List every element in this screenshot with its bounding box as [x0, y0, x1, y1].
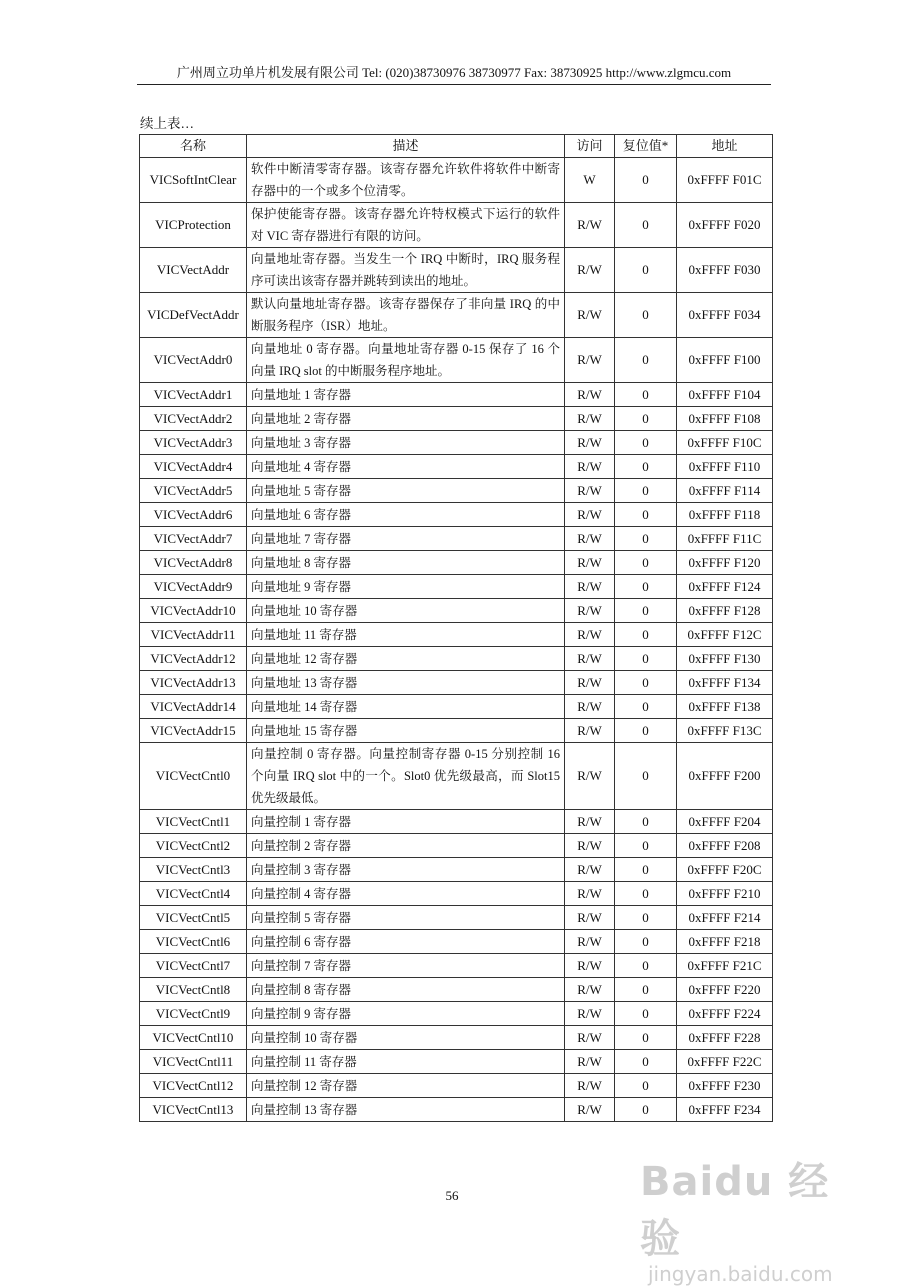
register-address: 0xFFFF F12C: [677, 623, 773, 647]
register-name: VICVectAddr5: [140, 479, 247, 503]
register-address: 0xFFFF F22C: [677, 1050, 773, 1074]
table-row: [140, 383, 773, 407]
register-reset-value: 0: [615, 575, 677, 599]
register-access: R/W: [565, 1074, 615, 1098]
table-row: [140, 978, 773, 1002]
register-description: 向量地址 2 寄存器: [247, 407, 565, 431]
register-access: R/W: [565, 431, 615, 455]
table-body: [140, 158, 773, 1122]
register-name: VICVectCntl5: [140, 906, 247, 930]
register-description: 向量地址 7 寄存器: [247, 527, 565, 551]
register-access: R/W: [565, 695, 615, 719]
register-address: 0xFFFF F218: [677, 930, 773, 954]
register-description: 向量地址寄存器。当发生一个 IRQ 中断时，IRQ 服务程序可读出该寄存器并跳转到读出的地址。: [247, 248, 565, 293]
register-name: VICVectCntl2: [140, 834, 247, 858]
register-name: VICVectAddr12: [140, 647, 247, 671]
register-reset-value: 0: [615, 455, 677, 479]
register-name: VICProtection: [140, 203, 247, 248]
register-description: 向量控制 10 寄存器: [247, 1026, 565, 1050]
register-address: 0xFFFF F034: [677, 293, 773, 338]
register-description: 向量控制 8 寄存器: [247, 978, 565, 1002]
table-row: [140, 575, 773, 599]
table-row: [140, 1098, 773, 1122]
register-name: VICVectCntl6: [140, 930, 247, 954]
register-access: R/W: [565, 647, 615, 671]
register-reset-value: 0: [615, 882, 677, 906]
register-access: R/W: [565, 1098, 615, 1122]
register-name: VICVectAddr1: [140, 383, 247, 407]
table-row: [140, 1050, 773, 1074]
register-name: VICVectAddr4: [140, 455, 247, 479]
register-access: R/W: [565, 203, 615, 248]
register-access: R/W: [565, 671, 615, 695]
table-row: [140, 407, 773, 431]
register-description: 向量控制 11 寄存器: [247, 1050, 565, 1074]
register-access: R/W: [565, 479, 615, 503]
continued-label: 续上表…: [140, 116, 194, 131]
table-row: [140, 599, 773, 623]
register-address: 0xFFFF F20C: [677, 858, 773, 882]
page-header: 广州周立功单片机发展有限公司 Tel: (020)38730976 38730977 Fax: 38730925 http://www.zlgmcu.com: [137, 62, 771, 85]
register-address: 0xFFFF F11C: [677, 527, 773, 551]
register-description: 向量地址 13 寄存器: [247, 671, 565, 695]
register-access: R/W: [565, 338, 615, 383]
register-name: VICVectCntl13: [140, 1098, 247, 1122]
register-description: 向量地址 4 寄存器: [247, 455, 565, 479]
register-address: 0xFFFF F228: [677, 1026, 773, 1050]
register-description: 向量地址 1 寄存器: [247, 383, 565, 407]
register-reset-value: 0: [615, 338, 677, 383]
register-access: R/W: [565, 599, 615, 623]
register-reset-value: 0: [615, 978, 677, 1002]
register-description: 向量控制 12 寄存器: [247, 1074, 565, 1098]
register-access: R/W: [565, 407, 615, 431]
register-name: VICVectCntl1: [140, 810, 247, 834]
watermark-url: jingyan.baidu.com: [648, 1262, 833, 1286]
register-address: 0xFFFF F118: [677, 503, 773, 527]
register-reset-value: 0: [615, 383, 677, 407]
register-name: VICVectAddr13: [140, 671, 247, 695]
register-address: 0xFFFF F224: [677, 1002, 773, 1026]
register-address: 0xFFFF F124: [677, 575, 773, 599]
table-row: [140, 431, 773, 455]
column-header-reset: 复位值*: [615, 135, 677, 158]
register-address: 0xFFFF F208: [677, 834, 773, 858]
table-row: [140, 647, 773, 671]
register-address: 0xFFFF F210: [677, 882, 773, 906]
column-header-access: 访问: [565, 135, 615, 158]
register-reset-value: 0: [615, 1026, 677, 1050]
register-description: 向量地址 3 寄存器: [247, 431, 565, 455]
table-row: [140, 671, 773, 695]
register-description: 向量地址 15 寄存器: [247, 719, 565, 743]
register-access: R/W: [565, 810, 615, 834]
register-name: VICVectAddr: [140, 248, 247, 293]
table-row: [140, 293, 773, 338]
register-access: R/W: [565, 930, 615, 954]
register-address: 0xFFFF F13C: [677, 719, 773, 743]
register-name: VICVectCntl12: [140, 1074, 247, 1098]
register-name: VICVectAddr2: [140, 407, 247, 431]
column-header-name: 名称: [140, 135, 247, 158]
register-reset-value: 0: [615, 527, 677, 551]
register-access: R/W: [565, 455, 615, 479]
register-name: VICVectAddr8: [140, 551, 247, 575]
register-address: 0xFFFF F234: [677, 1098, 773, 1122]
table-row: [140, 1002, 773, 1026]
register-name: VICVectAddr11: [140, 623, 247, 647]
register-access: R/W: [565, 978, 615, 1002]
register-name: VICVectCntl4: [140, 882, 247, 906]
register-name: VICVectCntl7: [140, 954, 247, 978]
table-row: [140, 858, 773, 882]
register-name: VICVectAddr9: [140, 575, 247, 599]
table-row: [140, 248, 773, 293]
register-address: 0xFFFF F020: [677, 203, 773, 248]
register-description: 向量地址 12 寄存器: [247, 647, 565, 671]
register-name: VICVectCntl8: [140, 978, 247, 1002]
register-reset-value: 0: [615, 858, 677, 882]
register-name: VICVectAddr15: [140, 719, 247, 743]
register-address: 0xFFFF F114: [677, 479, 773, 503]
table-row: [140, 906, 773, 930]
table-row: [140, 1074, 773, 1098]
table-row: [140, 455, 773, 479]
register-reset-value: 0: [615, 671, 677, 695]
table-row: [140, 338, 773, 383]
register-access: R/W: [565, 527, 615, 551]
register-access: R/W: [565, 954, 615, 978]
table-row: [140, 1026, 773, 1050]
register-reset-value: 0: [615, 930, 677, 954]
register-reset-value: 0: [615, 203, 677, 248]
register-access: R/W: [565, 743, 615, 810]
register-name: VICVectCntl11: [140, 1050, 247, 1074]
register-reset-value: 0: [615, 599, 677, 623]
table-header-row: [140, 135, 773, 158]
register-description: 默认向量地址寄存器。该寄存器保存了非向量 IRQ 的中断服务程序（ISR）地址。: [247, 293, 565, 338]
register-access: R/W: [565, 858, 615, 882]
table-row: [140, 158, 773, 203]
register-reset-value: 0: [615, 248, 677, 293]
register-reset-value: 0: [615, 810, 677, 834]
register-reset-value: 0: [615, 551, 677, 575]
register-address: 0xFFFF F138: [677, 695, 773, 719]
column-header-address: 地址: [677, 135, 773, 158]
register-address: 0xFFFF F110: [677, 455, 773, 479]
table-row: [140, 623, 773, 647]
register-description: 向量地址 6 寄存器: [247, 503, 565, 527]
table-row: [140, 743, 773, 810]
register-access: R/W: [565, 1002, 615, 1026]
register-description: 向量控制 6 寄存器: [247, 930, 565, 954]
register-access: R/W: [565, 882, 615, 906]
register-description: 软件中断清零寄存器。该寄存器允许软件将软件中断寄存器中的一个或多个位清零。: [247, 158, 565, 203]
register-access: R/W: [565, 719, 615, 743]
register-description: 向量控制 9 寄存器: [247, 1002, 565, 1026]
watermark-logo-text: Baidu 经验: [640, 1159, 830, 1262]
table-row: [140, 834, 773, 858]
register-description: 向量控制 5 寄存器: [247, 906, 565, 930]
register-access: R/W: [565, 575, 615, 599]
register-name: VICVectAddr10: [140, 599, 247, 623]
register-description: 向量控制 13 寄存器: [247, 1098, 565, 1122]
register-reset-value: 0: [615, 503, 677, 527]
register-description: 向量地址 9 寄存器: [247, 575, 565, 599]
register-table: [139, 134, 773, 1122]
table-row: [140, 527, 773, 551]
register-access: R/W: [565, 503, 615, 527]
register-address: 0xFFFF F01C: [677, 158, 773, 203]
register-description: 向量控制 2 寄存器: [247, 834, 565, 858]
table-row: [140, 882, 773, 906]
register-name: VICVectAddr0: [140, 338, 247, 383]
register-address: 0xFFFF F200: [677, 743, 773, 810]
register-name: VICVectAddr7: [140, 527, 247, 551]
register-description: 向量地址 0 寄存器。向量地址寄存器 0-15 保存了 16 个向量 IRQ slot 的中断服务程序地址。: [247, 338, 565, 383]
register-address: 0xFFFF F10C: [677, 431, 773, 455]
register-access: R/W: [565, 834, 615, 858]
register-address: 0xFFFF F030: [677, 248, 773, 293]
register-access: R/W: [565, 293, 615, 338]
table-row: [140, 695, 773, 719]
register-reset-value: 0: [615, 954, 677, 978]
register-access: R/W: [565, 906, 615, 930]
register-address: 0xFFFF F130: [677, 647, 773, 671]
register-reset-value: 0: [615, 623, 677, 647]
table-row: [140, 551, 773, 575]
register-address: 0xFFFF F134: [677, 671, 773, 695]
register-address: 0xFFFF F214: [677, 906, 773, 930]
register-description: 向量控制 0 寄存器。向量控制寄存器 0-15 分别控制 16 个向量 IRQ slot 中的一个。Slot0 优先级最高，而 Slot15 优先级最低。: [247, 743, 565, 810]
register-reset-value: 0: [615, 293, 677, 338]
register-name: VICVectAddr6: [140, 503, 247, 527]
register-description: 向量地址 8 寄存器: [247, 551, 565, 575]
register-name: VICVectAddr3: [140, 431, 247, 455]
register-reset-value: 0: [615, 407, 677, 431]
register-reset-value: 0: [615, 695, 677, 719]
register-access: R/W: [565, 623, 615, 647]
register-description: 向量控制 4 寄存器: [247, 882, 565, 906]
table-row: [140, 479, 773, 503]
register-address: 0xFFFF F230: [677, 1074, 773, 1098]
register-name: VICVectAddr14: [140, 695, 247, 719]
register-name: VICVectCntl3: [140, 858, 247, 882]
table-row: [140, 203, 773, 248]
register-address: 0xFFFF F204: [677, 810, 773, 834]
register-access: R/W: [565, 1026, 615, 1050]
register-reset-value: 0: [615, 1050, 677, 1074]
register-reset-value: 0: [615, 719, 677, 743]
register-reset-value: 0: [615, 743, 677, 810]
register-access: R/W: [565, 1050, 615, 1074]
register-address: 0xFFFF F120: [677, 551, 773, 575]
register-address: 0xFFFF F128: [677, 599, 773, 623]
register-name: VICVectCntl10: [140, 1026, 247, 1050]
register-name: VICVectCntl0: [140, 743, 247, 810]
register-reset-value: 0: [615, 906, 677, 930]
register-address: 0xFFFF F104: [677, 383, 773, 407]
register-reset-value: 0: [615, 431, 677, 455]
register-reset-value: 0: [615, 1002, 677, 1026]
table-row: [140, 719, 773, 743]
register-reset-value: 0: [615, 647, 677, 671]
register-reset-value: 0: [615, 1074, 677, 1098]
register-name: VICVectCntl9: [140, 1002, 247, 1026]
register-description: 向量地址 10 寄存器: [247, 599, 565, 623]
register-reset-value: 0: [615, 479, 677, 503]
register-access: W: [565, 158, 615, 203]
register-name: VICSoftIntClear: [140, 158, 247, 203]
column-header-description: 描述: [247, 135, 565, 158]
register-address: 0xFFFF F21C: [677, 954, 773, 978]
register-address: 0xFFFF F100: [677, 338, 773, 383]
register-reset-value: 0: [615, 834, 677, 858]
register-address: 0xFFFF F220: [677, 978, 773, 1002]
register-description: 向量控制 1 寄存器: [247, 810, 565, 834]
register-description: 向量控制 3 寄存器: [247, 858, 565, 882]
watermark-logo: [640, 1150, 870, 1264]
baidu-watermark: [640, 1150, 870, 1286]
register-description: 向量地址 5 寄存器: [247, 479, 565, 503]
table-row: [140, 503, 773, 527]
register-name: VICDefVectAddr: [140, 293, 247, 338]
page-number: 56: [445, 1188, 459, 1203]
register-description: 向量地址 11 寄存器: [247, 623, 565, 647]
table-row: [140, 954, 773, 978]
register-access: R/W: [565, 383, 615, 407]
register-description: 保护使能寄存器。该寄存器允许特权模式下运行的软件对 VIC 寄存器进行有限的访问。: [247, 203, 565, 248]
register-access: R/W: [565, 551, 615, 575]
register-access: R/W: [565, 248, 615, 293]
table-row: [140, 810, 773, 834]
register-description: 向量控制 7 寄存器: [247, 954, 565, 978]
register-description: 向量地址 14 寄存器: [247, 695, 565, 719]
register-address: 0xFFFF F108: [677, 407, 773, 431]
register-reset-value: 0: [615, 1098, 677, 1122]
register-reset-value: 0: [615, 158, 677, 203]
table-row: [140, 930, 773, 954]
